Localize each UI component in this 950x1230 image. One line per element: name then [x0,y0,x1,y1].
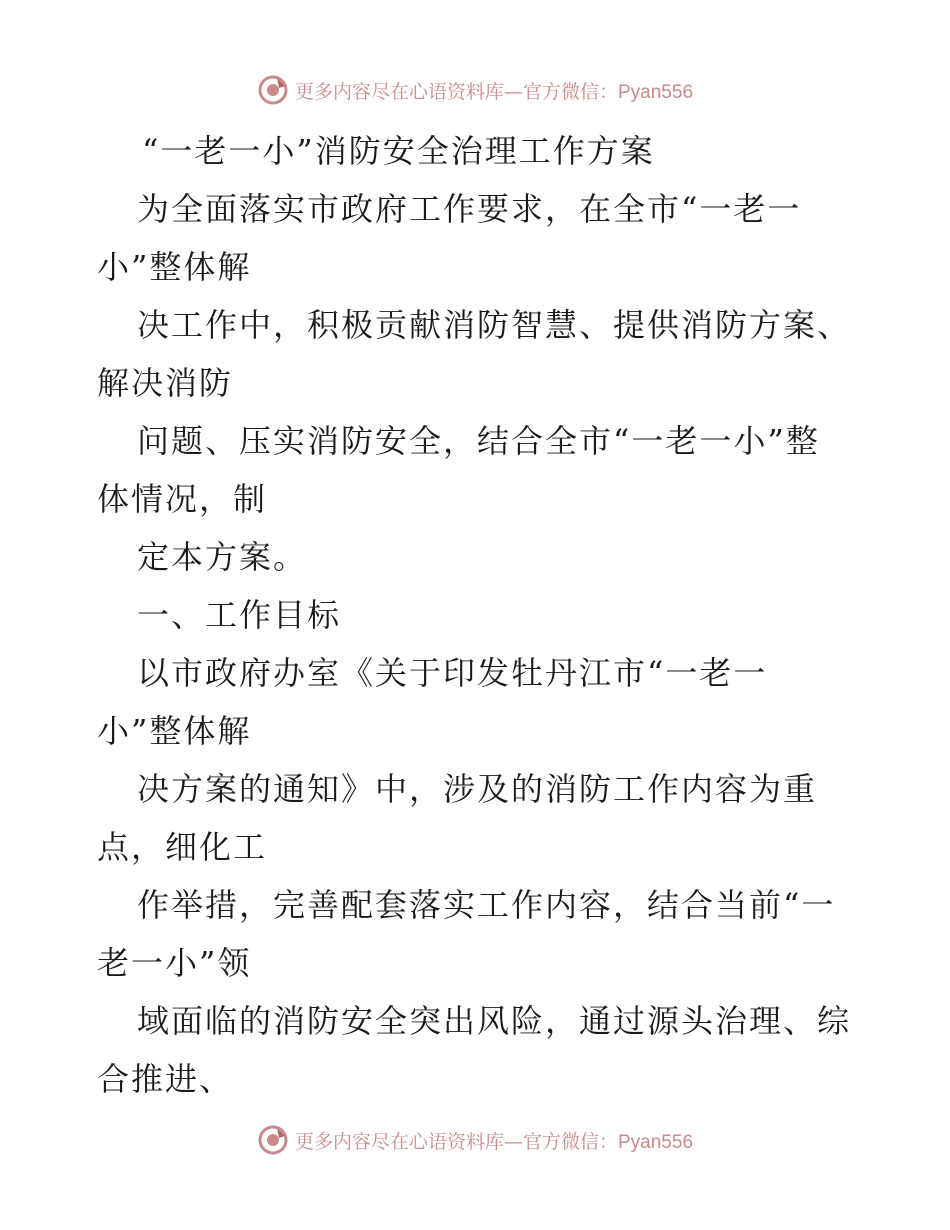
paragraph-line: 解决消防 [97,364,234,402]
logo-icon [257,74,289,106]
header-wechat-id: Pyan556 [618,81,694,103]
section-heading: 一、工作目标 [137,596,342,634]
paragraph-line: 决工作中，积极贡献消防智慧、提供消防方案、 [137,306,852,344]
footer-banner [0,1120,950,1160]
paragraph-line: 作举措，完善配套落实工作内容，结合当前“一 [137,886,836,924]
paragraph-line: 老一小”领 [97,944,252,982]
paragraph-line: 问题、压实消防安全，结合全市“一老一小”整 [137,422,820,460]
paragraph-line: 为全面落实市政府工作要求，在全市“一老一 [137,190,802,228]
logo-icon [257,1124,289,1156]
paragraph-line: 体情况，制 [97,480,268,518]
paragraph-line: 点，细化工 [97,828,268,866]
paragraph-line: 决方案的通知》中，涉及的消防工作内容为重 [137,770,818,808]
paragraph-line: 以市政府办室《关于印发牡丹江市“一老一 [137,654,768,692]
header-banner [0,70,950,110]
paragraph-line: 定本方案。 [137,538,308,576]
paragraph-line: 域面临的消防安全突出风险，通过源头治理、综 [137,1002,852,1040]
document-title: “一老一小”消防安全治理工作方案 [142,132,655,170]
footer-banner-text: 更多内容尽在心语资料库—官方微信：Pyan556 [294,1130,694,1153]
paragraph-line: 小”整体解 [97,712,252,750]
paragraph-line: 合推进、 [97,1060,234,1098]
footer-wechat-id: Pyan556 [618,1131,694,1153]
paragraph-line: 小”整体解 [97,248,252,286]
document-body [97,122,867,1108]
header-banner-text: 更多内容尽在心语资料库—官方微信：Pyan556 [294,80,694,103]
